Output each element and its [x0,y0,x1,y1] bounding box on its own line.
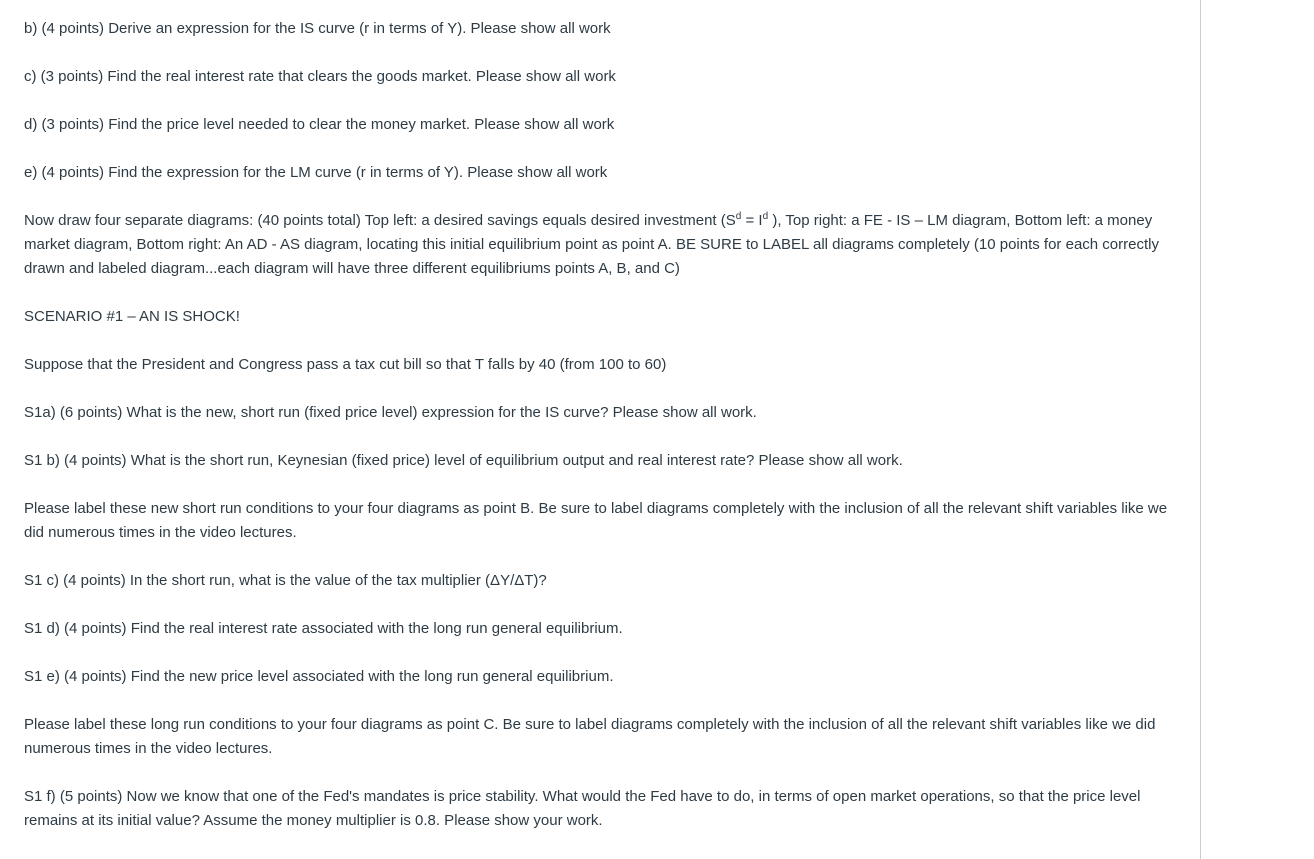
superscript-d-savings: d [735,211,742,222]
question-s1b: S1 b) (4 points) What is the short run, Keynesian (fixed price) level of equilibrium output and real interest rate? Please show all work. [24,452,903,469]
scenario-title: SCENARIO #1 – AN IS SHOCK! [24,308,240,325]
diagrams-text-part2: = I [741,212,763,229]
question-s1d: S1 d) (4 points) Find the real interest rate associated with the long run general equilibrium. [24,620,623,637]
diagrams-text-part3: ), Top right: a FE - IS – LM diagram, Bottom left: a money market diagram, Bottom right: An AD - AS diagram, locating this initial equilibrium point as point A. BE SURE to LABEL all diagrams completely (10 points for each correctly drawn and labeled diagram...each diagram will have three different equilibriums points A, B, and C) [24,212,1159,277]
superscript-d-investment: d [762,211,769,222]
question-b: b) (4 points) Derive an expression for the IS curve (r in terms of Y). Please show all work [24,20,611,37]
question-c: c) (3 points) Find the real interest rate that clears the goods market. Please show all work [24,68,616,85]
diagrams-instructions [24,209,1184,281]
question-s1e: S1 e) (4 points) Find the new price level associated with the long run general equilibrium. [24,668,614,685]
question-d: d) (3 points) Find the price level needed to clear the money market. Please show all work [24,116,615,133]
point-b-instructions: Please label these new short run conditions to your four diagrams as point B. Be sure to label diagrams completely with the inclusion of all the relevant shift variables like we did numerous times in the video lectures. [24,500,1168,541]
question-s1f: S1 f) (5 points) Now we know that one of the Fed's mandates is price stability. What would the Fed have to do, in terms of open market operations, so that the price level remains at its initial value? Assume the money multiplier is 0.8. Please show your work. [24,788,1141,829]
diagrams-text-part1: Now draw four separate diagrams: (40 points total) Top left: a desired savings equals desired investment (S [24,212,736,229]
question-s1a: S1a) (6 points) What is the new, short run (fixed price level) expression for the IS curve? Please show all work. [24,404,757,421]
scenario-setup: Suppose that the President and Congress pass a tax cut bill so that T falls by 40 (from 100 to 60) [24,356,667,373]
question-e: e) (4 points) Find the expression for the LM curve (r in terms of Y). Please show all work [24,164,608,181]
point-c-instructions: Please label these long run conditions to your four diagrams as point C. Be sure to label diagrams completely with the inclusion of all the relevant shift variables like we did numerous times in the video lectures. [24,716,1156,757]
assignment-document [24,17,1184,857]
question-s1c: S1 c) (4 points) In the short run, what is the value of the tax multiplier (ΔY/ΔT)? [24,572,547,589]
